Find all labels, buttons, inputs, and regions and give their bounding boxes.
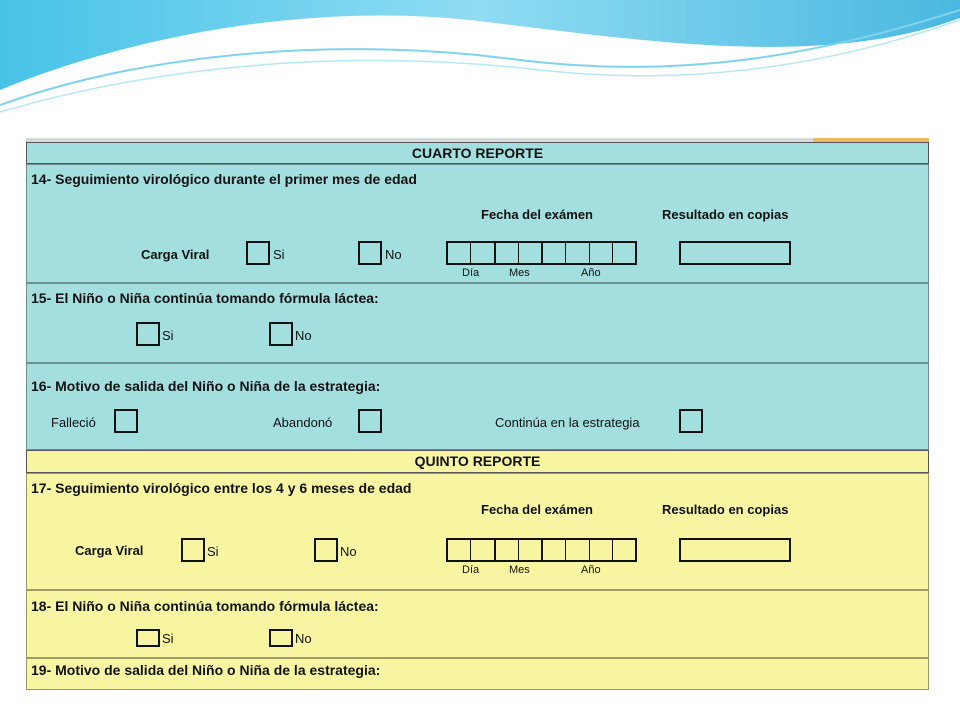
result-header: Resultado en copias: [662, 207, 789, 222]
si-label: Si: [162, 328, 174, 343]
carga-viral-si-checkbox[interactable]: [181, 538, 205, 562]
exam-date-input[interactable]: [446, 241, 637, 265]
question-17-section: [26, 473, 929, 590]
month-label: Mes: [509, 267, 530, 279]
question-14-section: [26, 164, 929, 283]
continua-label: Continúa en la estrategia: [495, 415, 640, 430]
si-label: Si: [273, 247, 285, 262]
question-17-title: 17- Seguimiento virológico entre los 4 y 6 meses de edad: [31, 480, 412, 496]
result-copies-input[interactable]: [679, 538, 791, 562]
question-18-section: [26, 590, 929, 658]
question-19-section: [26, 658, 929, 690]
question-16-title: 16- Motivo de salida del Niño o Niña de la estrategia:: [31, 378, 381, 394]
no-label: No: [385, 247, 402, 262]
question-14-title: 14- Seguimiento virológico durante el primer mes de edad: [31, 171, 417, 187]
continua-checkbox[interactable]: [679, 409, 703, 433]
si-label: Si: [207, 544, 219, 559]
formula-si-checkbox[interactable]: [136, 322, 160, 346]
date-header: Fecha del exámen: [481, 207, 593, 222]
quinto-reporte-header: QUINTO REPORTE: [26, 450, 929, 473]
exam-date-input[interactable]: [446, 538, 637, 562]
carga-viral-no-checkbox[interactable]: [358, 241, 382, 265]
abandono-label: Abandonó: [273, 415, 333, 430]
date-header: Fecha del exámen: [481, 502, 593, 517]
fallecio-label: Falleció: [51, 415, 96, 430]
no-label: No: [295, 328, 312, 343]
abandono-checkbox[interactable]: [358, 409, 382, 433]
result-copies-input[interactable]: [679, 241, 791, 265]
day-label: Día: [462, 267, 480, 279]
result-header: Resultado en copias: [662, 502, 789, 517]
cuarto-reporte-header: CUARTO REPORTE: [26, 142, 929, 164]
si-label: Si: [162, 631, 174, 646]
no-label: No: [340, 544, 357, 559]
carga-viral-label: Carga Viral: [141, 247, 210, 262]
decorative-wave: [0, 0, 960, 140]
carga-viral-no-checkbox[interactable]: [314, 538, 338, 562]
year-label: Año: [581, 267, 601, 279]
day-label: Día: [462, 564, 480, 576]
question-15-title: 15- El Niño o Niña continúa tomando fórmula láctea:: [31, 290, 379, 306]
question-18-title: 18- El Niño o Niña continúa tomando fórmula láctea:: [31, 598, 379, 614]
no-label: No: [295, 631, 312, 646]
formula-no-checkbox[interactable]: [269, 322, 293, 346]
carga-viral-label: Carga Viral: [75, 543, 144, 558]
report-form: [26, 138, 929, 690]
formula-no-checkbox[interactable]: [269, 629, 293, 647]
question-16-section: [26, 363, 929, 450]
year-label: Año: [581, 564, 601, 576]
question-19-title: 19- Motivo de salida del Niño o Niña de la estrategia:: [31, 662, 381, 678]
month-label: Mes: [509, 564, 530, 576]
question-15-section: [26, 283, 929, 363]
fallecio-checkbox[interactable]: [114, 409, 138, 433]
formula-si-checkbox[interactable]: [136, 629, 160, 647]
carga-viral-si-checkbox[interactable]: [246, 241, 270, 265]
